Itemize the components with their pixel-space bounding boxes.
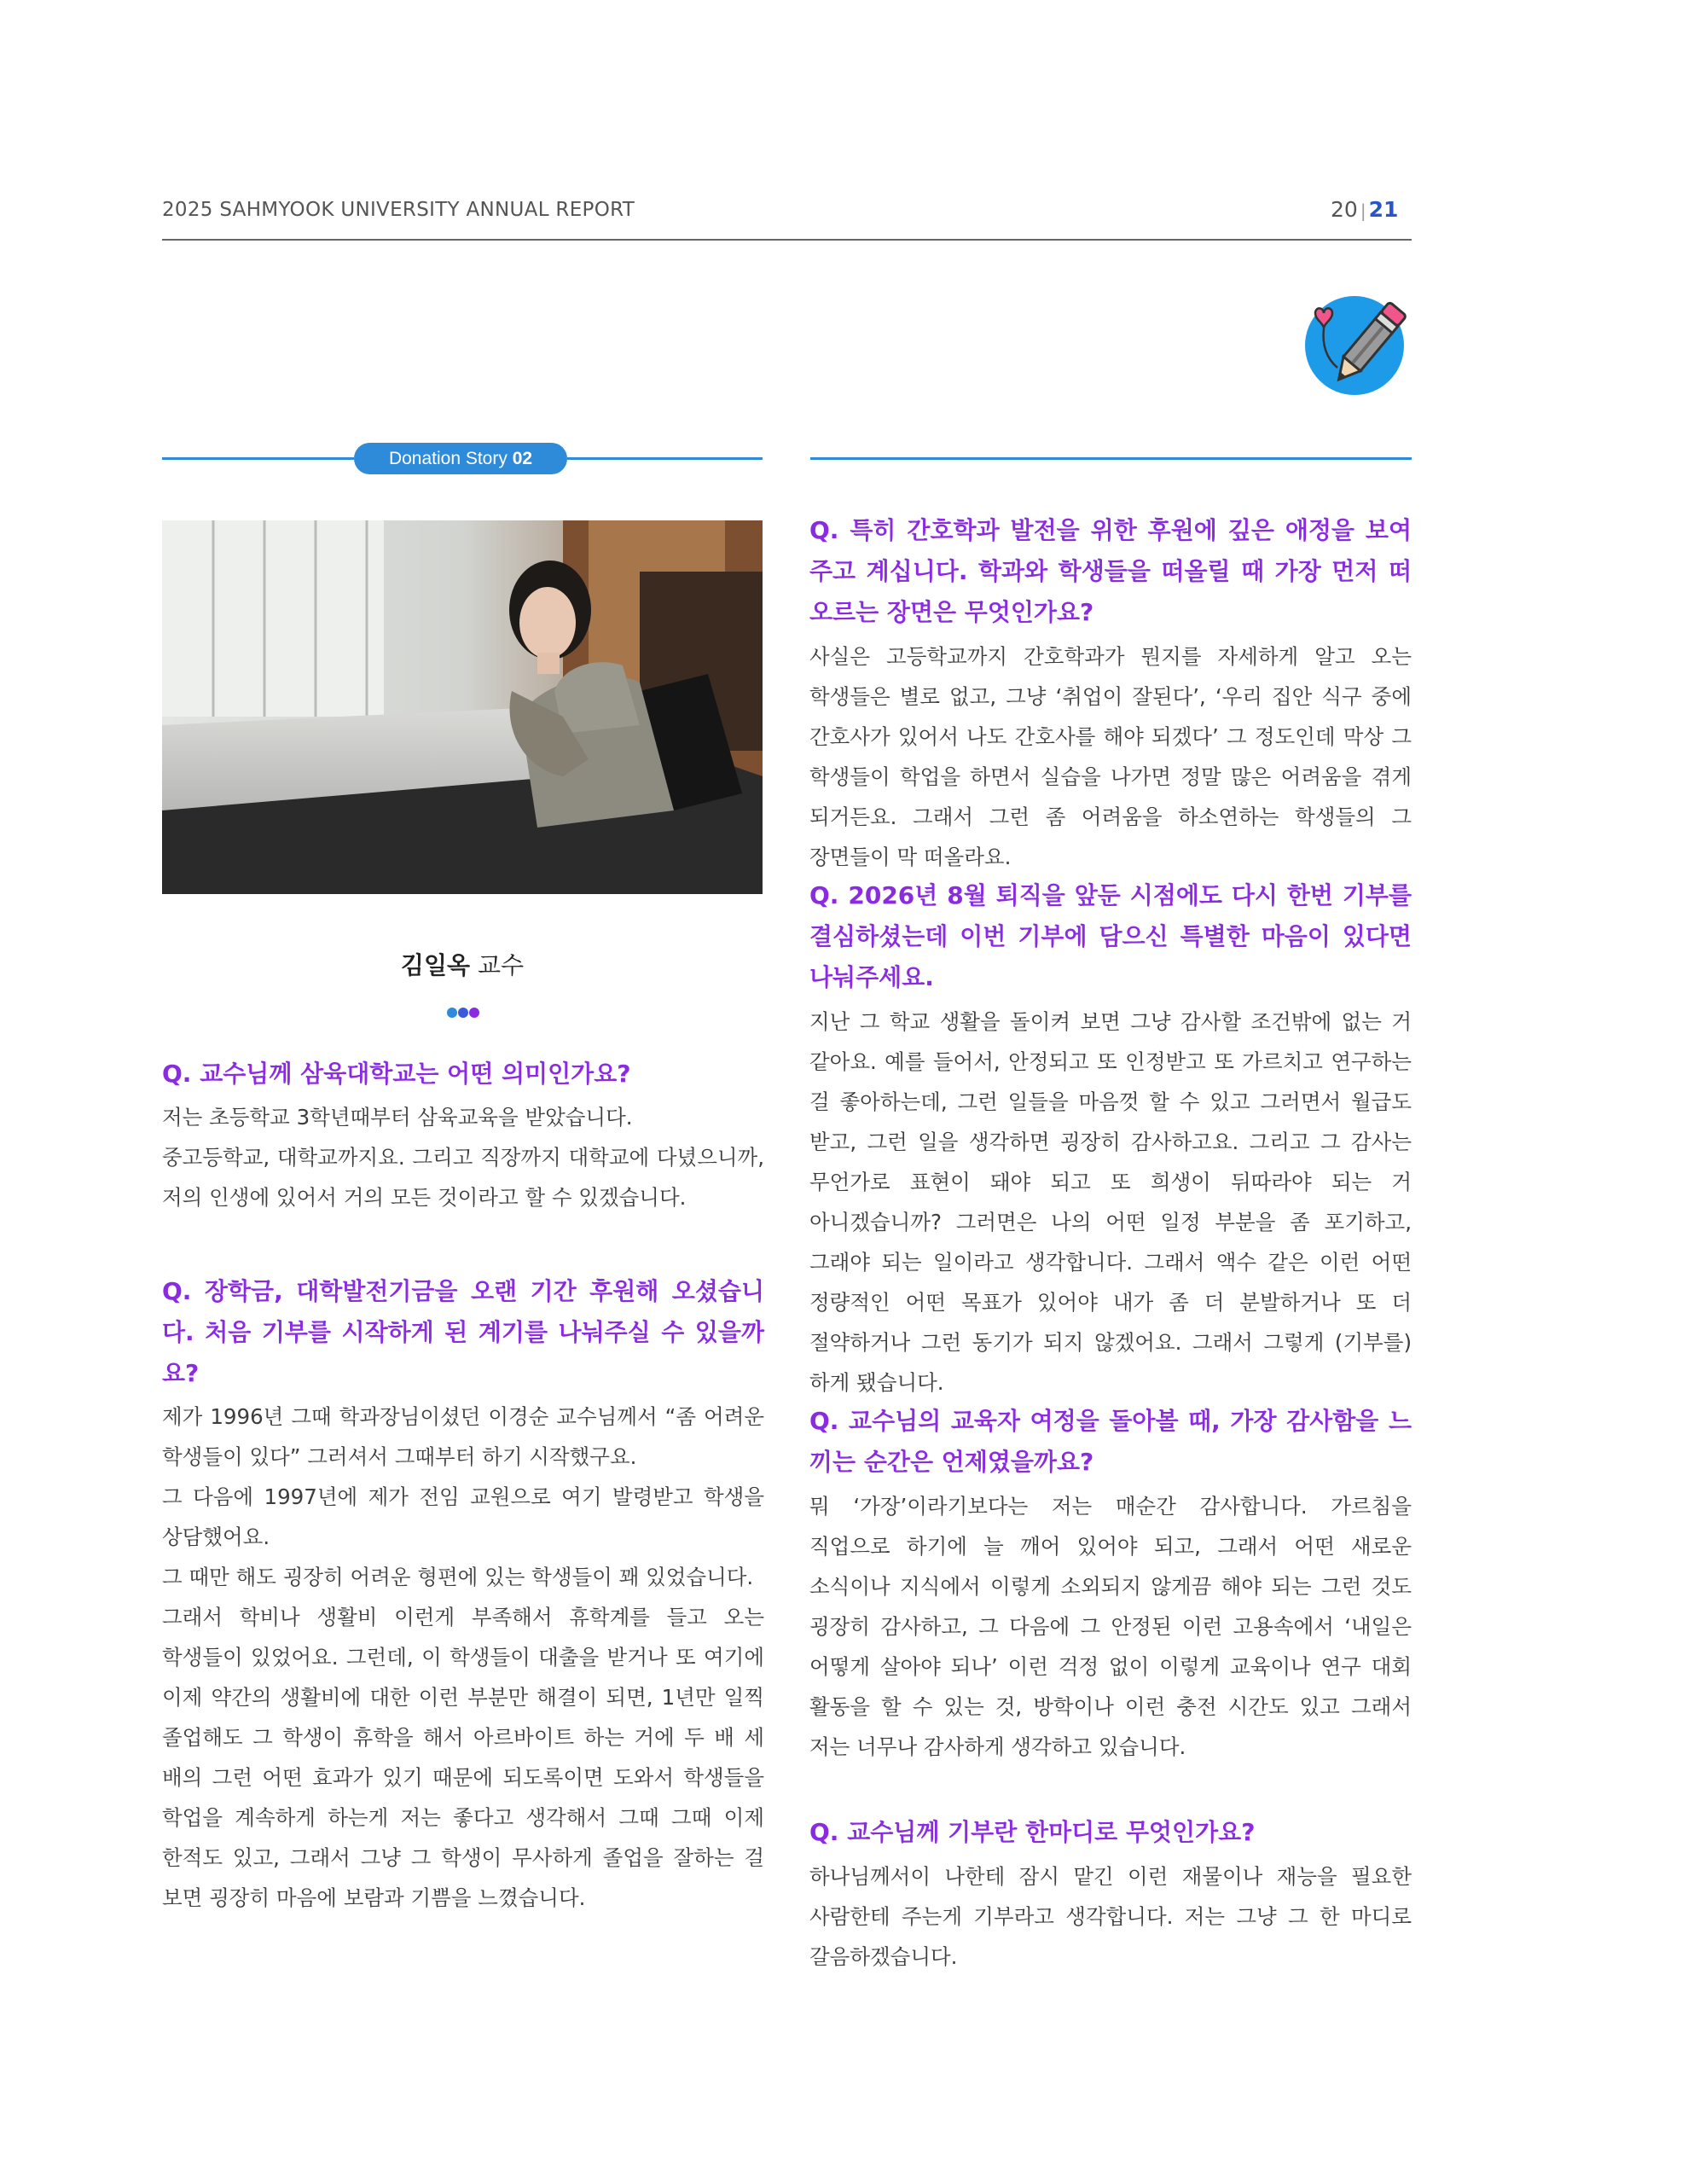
question-4: Q. 2026년 8월 퇴직을 앞둔 시점에도 다시 한번 기부를 결심하셨는데 이번 기부에 담으신 특별한 마음이 있다면 나눠주세요. (809, 881, 1412, 991)
answer-6 (809, 1856, 1412, 1977)
page-number-right: 21 (1368, 197, 1399, 222)
answer-3-p1: 사실은 고등학교까지 간호학과가 뭔지를 자세하게 알고 오는 학생들은 별로 없고, 그냥 ‘취업이 잘된다’, ‘우리 집안 식구 중에 간호사가 있어서 나도 간호사를 해야 되겠다’ 그 정도인데 막상 그 학생들이 학업을 하면서 실습을 나가면 정말 많은 어려움을 겪게 되거든요. 그래서 그런 좀 어려움을 하소연하는 학생들의 그 장면들이 막 떠올라요. (809, 644, 1412, 869)
section-line-right (810, 457, 1412, 460)
donation-story-tag (354, 443, 567, 474)
qa-block-5 (809, 1401, 1412, 1767)
section-line-left-b (567, 457, 763, 460)
answer-1-p2: 중고등학교, 대학교까지요. 그리고 직장까지 대학교에 다녔으니까, 저의 인생에 있어서 거의 모든 것이라고 할 수 있겠습니다. (162, 1145, 764, 1210)
tag-text: Donation Story (388, 449, 508, 468)
report-title: 2025 SAHMYOOK UNIVERSITY ANNUAL REPORT (162, 199, 635, 221)
answer-2-p3: 그 때만 해도 굉장히 어려운 형편에 있는 학생들이 꽤 있었습니다. (162, 1565, 754, 1589)
tag-number: 02 (512, 449, 533, 468)
question-6: Q. 교수님께 기부란 한마디로 무엇인가요? (809, 1818, 1256, 1846)
answer-1 (162, 1097, 764, 1217)
answer-5-p1: 뭐 ‘가장’이라기보다는 저는 매순간 감사합니다. 가르침을 직업으로 하기에 늘 깨어 있어야 되고, 그래서 어떤 새로운 소식이나 지식에서 이렇게 소외되지 않게끔 해야 되는 그런 것도 굉장히 감사하고, 그 다음에 그 안정된 이런 고용속에서 ‘내일은 어떻게 살아야 되나’ 이런 걱정 없이 이렇게 교육이나 연구 대회 활동을 할 수 있는 것, 방학이나 이런 충전 시간도 있고 그래서 저는 너무나 감사하게 생각하고 있습니다. (809, 1494, 1412, 1759)
answer-4 (809, 1002, 1412, 1403)
answer-1-p1: 저는 초등학교 3학년때부터 삼육교육을 받았습니다. (162, 1105, 633, 1130)
qa-block-2 (162, 1271, 764, 1918)
page-separator: | (1360, 200, 1366, 221)
pencil-heart-icon (1303, 294, 1412, 395)
answer-3 (809, 636, 1412, 877)
section-line-left-a (162, 457, 354, 460)
qa-block-6 (809, 1812, 1412, 1977)
three-dots-icon (446, 1007, 480, 1019)
page-numbers (1331, 197, 1398, 222)
question-3: Q. 특히 간호학과 발전을 위한 후원에 깊은 애정을 보여주고 계십니다. 학과와 학생들을 떠올릴 때 가장 먼저 떠오르는 장면은 무엇인가요? (809, 516, 1412, 626)
header-divider (162, 239, 1412, 241)
question-1: Q. 교수님께 삼육대학교는 어떤 의미인가요? (162, 1060, 631, 1088)
answer-2-p4: 그래서 학비나 생활비 이런게 부족해서 휴학계를 들고 오는 학생들이 있었어요. 그런데, 이 학생들이 대출을 받거나 또 여기에 이제 약간의 생활비에 대한 이런 부분만 해결이 되면, 1년만 일찍 졸업해도 그 학생이 휴학을 해서 아르바이트 하는 거에 두 배 세 배의 그런 어떤 효과가 있기 때문에 되도록이면 도와서 학생들을 학업을 계속하게 하는게 저는 좋다고 생각해서 그때 그때 이제 한적도 있고, 그래서 그냥 그 학생이 무사하게 졸업을 잘하는 걸 보면 굉장히 마음에 보람과 기쁨을 느꼈습니다. (162, 1605, 764, 1910)
answer-2-p1: 제가 1996년 그때 학과장님이셨던 이경순 교수님께서 “좀 어려운 학생들이 있다” 그러셔서 그때부터 하기 시작했구요. (162, 1404, 764, 1469)
professor-photo (162, 520, 763, 894)
qa-block-1 (162, 1054, 764, 1217)
page-number-left: 20 (1331, 197, 1358, 222)
answer-6-p1: 하나님께서이 나한테 잠시 맡긴 이런 재물이나 재능을 필요한 사람한테 주는게 기부라고 생각합니다. 저는 그냥 그 한 마디로 갈음하겠습니다. (809, 1864, 1412, 1969)
answer-4-p1: 지난 그 학교 생활을 돌이켜 보면 그냥 감사할 조건밖에 없는 거 같아요. 예를 들어서, 안정되고 또 인정받고 또 가르치고 연구하는 걸 좋아하는데, 그런 일들을 마음껏 할 수 있고 그러면서 월급도 받고, 그런 일을 생각하면 굉장히 감사하고요. 그리고 그 감사는 무언가로 표현이 돼야 되고 또 희생이 뒤따라야 되는 거 아니겠습니까? 그러면은 나의 어떤 일정 부분을 좀 포기하고, 그래야 되는 일이라고 생각합니다. 그래서 액수 같은 이런 어떤 정량적인 어떤 목표가 있어야 내가 좀 더 분발하거나 또 더 절약하거나 그런 동기가 되지 않겠어요. 그래서 그렇게 (기부를) 하게 됐습니다. (809, 1009, 1412, 1395)
professor-name (162, 947, 763, 981)
qa-block-3 (809, 510, 1412, 877)
name-text: 김일옥 (400, 951, 471, 979)
role-text: 교수 (477, 951, 525, 979)
qa-block-4 (809, 875, 1412, 1403)
answer-2 (162, 1397, 764, 1918)
answer-5 (809, 1486, 1412, 1767)
question-2: Q. 장학금, 대학발전기금을 오랜 기간 후원해 오셨습니다. 처음 기부를 시작하게 된 계기를 나눠주실 수 있을까요? (162, 1277, 764, 1387)
answer-2-p2: 그 다음에 1997년에 제가 전임 교원으로 여기 발령받고 학생을 상담했어요. (162, 1484, 764, 1549)
question-5: Q. 교수님의 교육자 여정을 돌아볼 때, 가장 감사함을 느끼는 순간은 언제였을까요? (809, 1407, 1412, 1476)
